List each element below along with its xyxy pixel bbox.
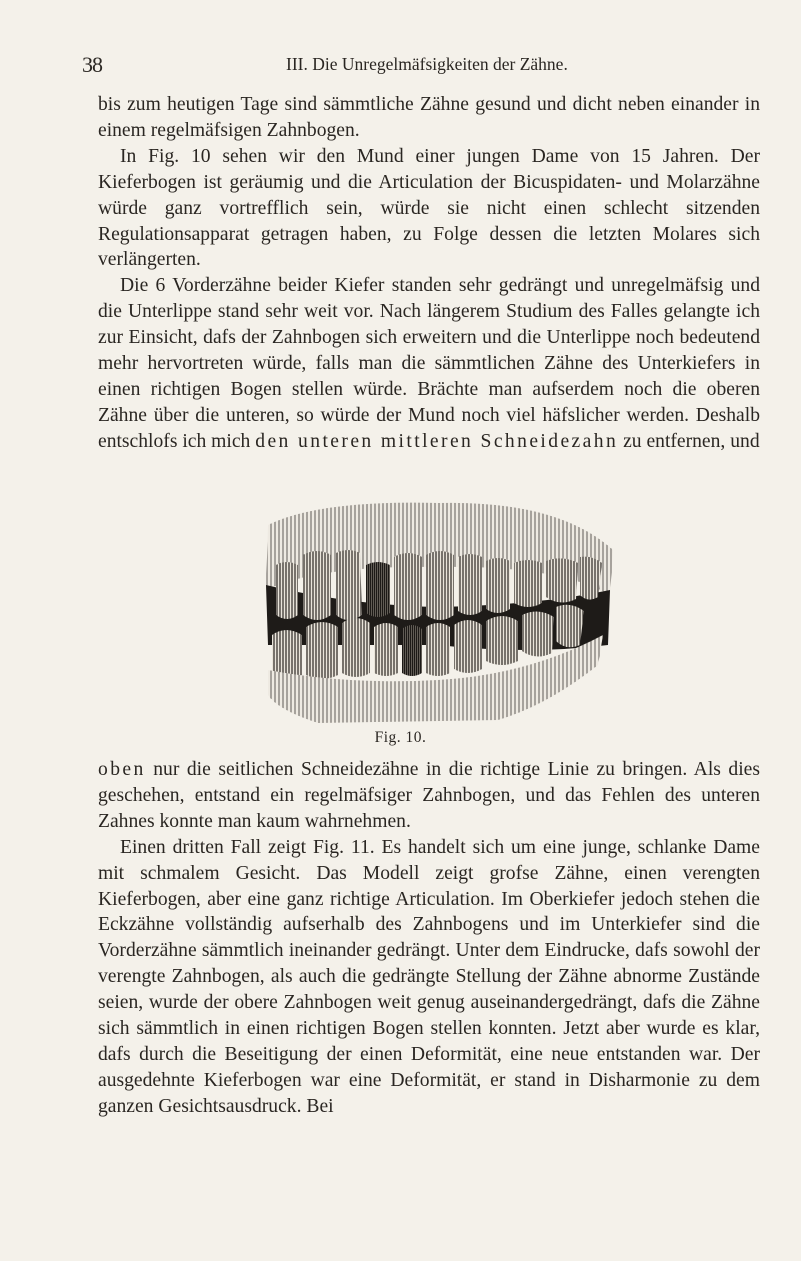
paragraph-fig10-intro: In Fig. 10 sehen wir den Mund einer jungen Dame von 15 Jahren. Der Kieferbogen ist geräumig und die Articulation der Bicuspidaten- und Molarzähne würde ganz vortrefflich sein, würde sie nicht einen schlecht sitzenden Regulationsapparat getragen haben, zu Folge dessen die letzten Molares sich verlängerten. [98, 145, 760, 271]
text-block-lower [98, 757, 760, 1120]
figure-caption: Fig. 10. [374, 729, 427, 746]
teeth-engraving [258, 495, 618, 727]
paragraph-front-teeth-text: Die 6 Vorderzähne beider Kiefer standen sehr gedrängt und unregelmäfsig und die Unterlippe stand sehr weit vor. Nach längerem Studium des Falles gelangte ich zur Einsicht, dafs der Zahnbogen sich erweitern und die Unterlippe noch bedeutend mehr hervortreten würde, falls man die sämmtlichen Zähne des Unterkiefers in einen richtigen Bogen stellen würde. Brächte man aufserdem noch die oberen Zähne über die unteren, so würde der Mund noch viel häfslicher werden. Deshalb entschlofs ich mich [98, 275, 760, 452]
spaced-emphasis-oben: oben [98, 759, 146, 780]
figure-teeth-model [258, 495, 618, 727]
page-header [82, 52, 758, 82]
paragraph-front-teeth-end: zu entfernen, und [623, 430, 760, 452]
spaced-emphasis-incisor: den unteren mittleren Schneidezahn [255, 430, 619, 452]
paragraph-continuation: bis zum heutigen Tage sind sämmtliche Zähne gesund und dicht neben einander in einem regelmäfsigen Zahnbogen. [98, 94, 760, 141]
paragraph-after-figure-text: nur die seitlichen Schneidezähne in die richtige Linie zu bringen. Als dies geschehen, entstand ein regelmäfsiger Zahnbogen, und das Fehlen des unteren Zahnes konnte man kaum wahrnehmen. [98, 759, 760, 832]
paragraph-fig11-case: Einen dritten Fall zeigt Fig. 11. Es handelt sich um eine junge, schlanke Dame mit schmalem Gesicht. Das Modell zeigt grofse Zähne, einen verengten Kieferbogen, aber eine ganz richtige Articulation. Im Oberkiefer jedoch stehen die Eckzähne vollständig aufserhalb des Zahnbogens und im Unterkiefer sind die Vorderzähne sämmtlich ineinander gedrängt. Unter dem Eindrucke, dafs sowohl der verengte Zahnbogen, als auch die gedrängte Stellung der Zähne abnorme Zustände seien, wurde der obere Zahnbogen weit genug auseinandergedrängt, dafs die Zähne sich sämmtlich in einen richtigen Bogen stellen konnten. Jetzt aber wurde es klar, dafs durch die Beseitigung der einen Deformität, eine neue entstanden war. Der ausgedehnte Kieferbogen war eine Deformität, er stand in Disharmonie zu dem ganzen Gesichtsausdruck. Bei [98, 836, 760, 1117]
paragraph-front-teeth [98, 273, 760, 454]
running-title: III. Die Unregelmäfsigkeiten der Zähne. [286, 54, 568, 74]
text-block-upper [98, 92, 760, 455]
page-number: 38 [82, 52, 102, 77]
paragraph-after-figure [98, 757, 760, 835]
